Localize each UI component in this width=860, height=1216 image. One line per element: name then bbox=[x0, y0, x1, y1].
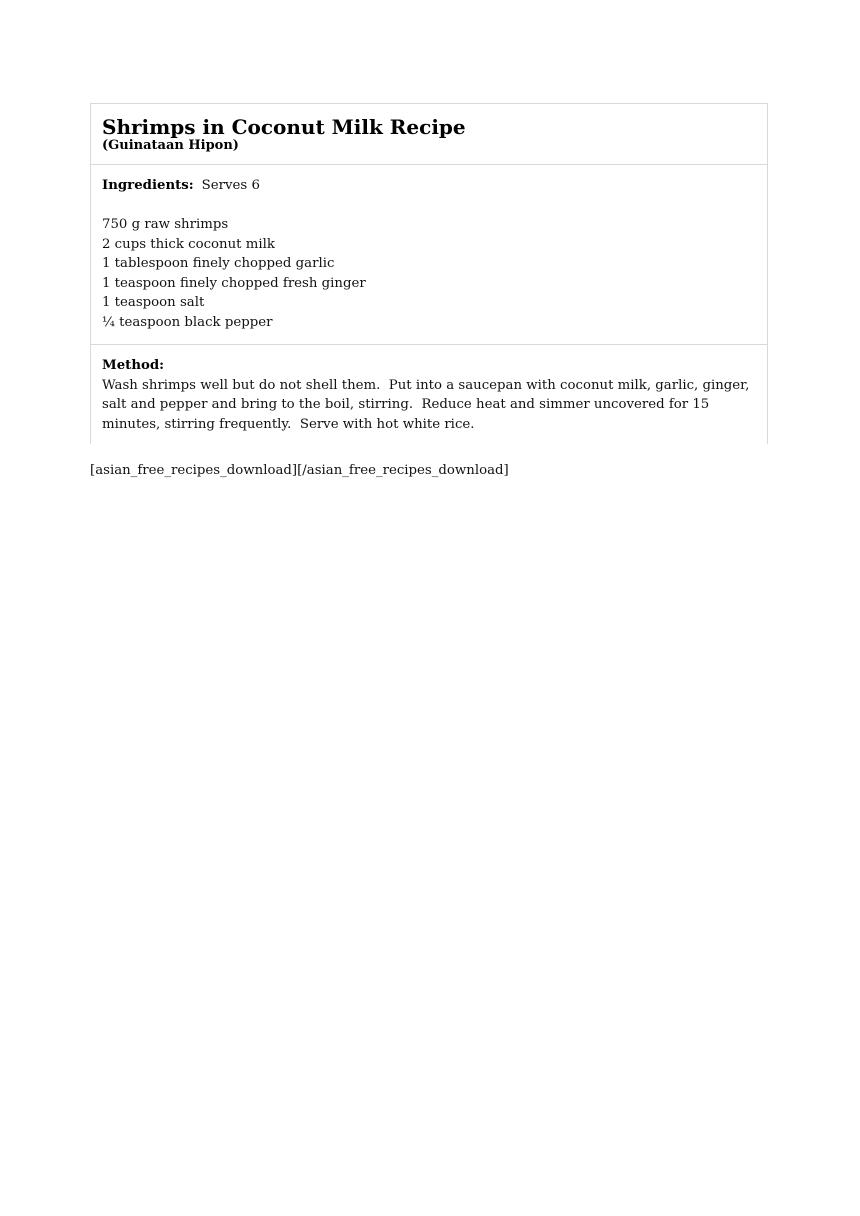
ingredient-item: 1 teaspoon finely chopped fresh ginger bbox=[102, 275, 366, 291]
ingredient-item: 2 cups thick coconut milk bbox=[102, 236, 275, 252]
ingredient-item: 1 teaspoon salt bbox=[102, 295, 205, 310]
recipe-header bbox=[91, 104, 767, 165]
method-section bbox=[91, 345, 767, 444]
serves-count: Serves 6 bbox=[201, 178, 260, 193]
ingredient-list bbox=[102, 215, 756, 332]
recipe-title: Shrimps in Coconut Milk Recipe bbox=[102, 115, 466, 139]
ingredients-section bbox=[91, 165, 767, 345]
ingredients-header bbox=[102, 176, 756, 196]
download-shortcode: [asian_free_recipes_download][/asian_free_recipes_download] bbox=[90, 463, 509, 478]
ingredient-item: ¼ teaspoon black pepper bbox=[102, 314, 273, 330]
method-text: Wash shrimps well but do not shell them. Put into a saucepan with coconut milk, garlic, ginger, salt and pepper and bring to the boil, stirring. Reduce heat and simmer uncovered for 15 minutes, stirring frequently. Serve with hot white rice. bbox=[102, 377, 754, 432]
method-label: Method: bbox=[102, 358, 165, 373]
ingredient-item: 750 g raw shrimps bbox=[102, 217, 229, 232]
recipe-subtitle: (Guinataan Hipon) bbox=[102, 138, 239, 153]
recipe-card bbox=[90, 103, 768, 444]
ingredients-label: Ingredients: bbox=[102, 178, 194, 193]
ingredient-item: 1 tablespoon finely chopped garlic bbox=[102, 256, 335, 271]
